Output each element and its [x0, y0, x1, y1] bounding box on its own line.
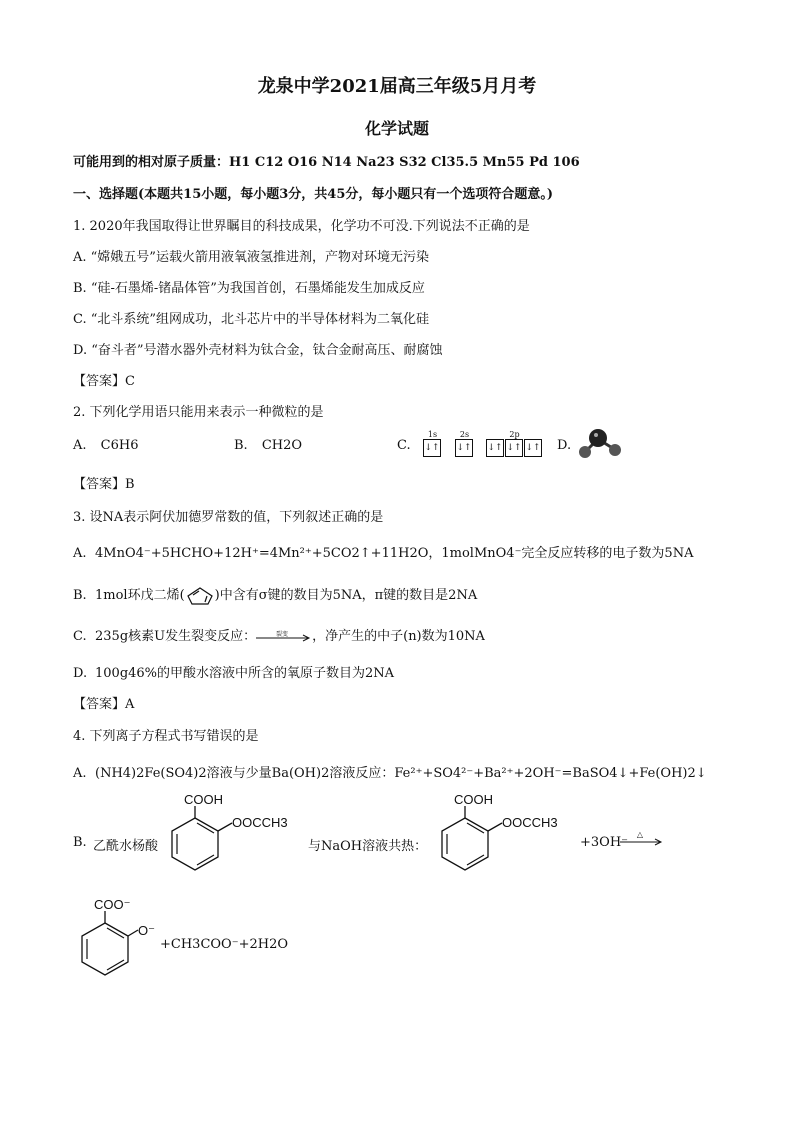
q4-b-mid: 与NaOH溶液共热： — [308, 839, 428, 854]
answer-tag: 【答案】 — [73, 477, 126, 492]
q1-option-c: C. “北斗系统”组网成功，北斗芯片中的半导体材料为二氧化硅 — [73, 312, 430, 327]
option-label: D. — [73, 666, 88, 681]
orbital-label: 2s — [459, 430, 470, 439]
q1-option-a: A. “嫦娥五号”运载火箭用液氧液氢推进剂，产物对环境无污染 — [73, 250, 429, 265]
option-label: B. — [234, 438, 248, 453]
heat-symbol: △ — [636, 830, 644, 839]
q3-c-mid: U发生裂变反应： — [154, 629, 257, 644]
option-label: A. — [73, 438, 87, 453]
orbital-2s — [455, 430, 474, 457]
q2-stem: 2. 下列化学用语只能用来表示一种微粒的是 — [73, 405, 324, 420]
option-label: A. — [73, 546, 87, 561]
answer-value: A — [125, 697, 135, 712]
q4-stem: 4. 下列离子方程式书写错误的是 — [73, 729, 259, 744]
page-title: 龙泉中学2021届高三年级5月月考 — [257, 76, 537, 97]
q3-c-post: ，净产生的中子( — [312, 629, 409, 644]
cooh-label: COOH — [184, 792, 223, 807]
section-heading: 一、选择题(本题共15小题，每小题3分，共45分，每小题只有一个选项符合题意。) — [73, 187, 554, 202]
orbital-1s — [423, 430, 442, 457]
answer-value: C — [125, 374, 135, 389]
q1-stem: 1. 2020年我国取得让世界瞩目的科技成果，化学功不可没.下列说法不正确的是 — [73, 219, 530, 234]
o-minus-label: O⁻ — [138, 923, 155, 938]
q3-stem: 3. 设NA表示阿伏加德罗常数的值，下列叙述正确的是 — [73, 510, 384, 525]
q2-option-b — [234, 438, 302, 453]
q3-option-c — [73, 625, 485, 644]
option-label: B. — [73, 588, 87, 603]
option-label: A. — [73, 766, 87, 781]
q1-option-b: B. “硅-石墨烯-锗晶体管”为我国首创，石墨烯能发生加成反应 — [73, 281, 425, 296]
q4-a-text: (NH4)2Fe(SO4)2溶液与少量Ba(OH)2溶液反应：Fe²⁺+SO4²⁻+Ba²⁺+2OH⁻=BaSO4↓+Fe(OH)2↓ — [95, 766, 707, 781]
q1-answer — [73, 370, 135, 389]
oocch3-label: OOCCH3 — [232, 815, 288, 830]
q3-b-post: )中含有σ键的数目为5NA，π键的数目是2NA — [214, 588, 478, 603]
aspirin-structure-icon — [430, 790, 580, 890]
q3-b-pre: 1mol环戊二烯( — [95, 588, 185, 603]
q3-a-text: 4MnO4⁻+5HCHO+12H⁺=4Mn²⁺+5CO2↑+11H2O，1molMnO4⁻完全反应转移的电子数为5NA — [95, 546, 694, 561]
ball-stick-model-icon — [576, 425, 624, 461]
orbital-2p — [486, 430, 543, 457]
oocch3-label: OOCCH3 — [502, 815, 558, 830]
q2-option-c-label: C. — [397, 438, 411, 453]
q3-d-text: 100g46%的甲酸水溶液中所含的氧原子数目为2NA — [95, 666, 395, 681]
q2-option-a — [73, 438, 139, 453]
q3-option-a — [73, 542, 693, 561]
orbital-label: 1s — [427, 430, 438, 439]
option-label: C. — [73, 629, 87, 644]
orbital-box: ↓↑ — [524, 439, 542, 457]
answer-tag: 【答案】 — [73, 374, 126, 389]
q3-option-d — [73, 662, 394, 681]
atomic-masses: 可能用到的相对原子质量：H1 C12 O16 N14 Na23 S32 Cl35.5 Mn55 Pd 106 — [73, 155, 580, 170]
q3-c-tail: n)数为10NA — [408, 629, 485, 644]
formula-c6h6: C6H6 — [100, 438, 139, 453]
cyclopentadiene-structure-icon — [185, 586, 215, 606]
orbital-box: ↓↑ — [505, 439, 523, 457]
orbital-box: ↓↑ — [455, 439, 473, 457]
answer-value: B — [125, 477, 135, 492]
orbital-label: 2p — [509, 430, 520, 439]
q3-answer — [73, 693, 134, 712]
q4-b-name: 乙酰水杨酸 — [93, 839, 159, 854]
q4-option-b-label: B. — [73, 835, 87, 850]
q4-b-products: +CH3COO⁻+2H2O — [160, 937, 289, 952]
q3-c-pre: 235g核素 — [95, 629, 155, 644]
fission-label: 裂变 — [276, 631, 289, 638]
q4-option-a — [73, 762, 707, 781]
formula-ch2o: CH2O — [261, 438, 303, 453]
coo-minus-label: COO⁻ — [94, 897, 131, 912]
q4-b-reagent: +3OH⁻ — [580, 835, 629, 850]
q3-option-b — [73, 584, 477, 606]
q2-answer — [73, 473, 135, 492]
cooh-label: COOH — [454, 792, 493, 807]
orbital-box: ↓↑ — [486, 439, 504, 457]
fission-arrow-icon — [256, 630, 312, 644]
aspirin-structure-icon — [160, 790, 310, 890]
page-subtitle: 化学试题 — [364, 119, 429, 138]
orbital-box: ↓↑ — [423, 439, 441, 457]
answer-tag: 【答案】 — [73, 697, 126, 712]
heat-arrow-icon — [620, 828, 664, 848]
q2-option-d-label: D. — [557, 438, 572, 453]
q1-option-d: D. “奋斗者”号潜水器外壳材料为钛合金，钛合金耐高压、耐腐蚀 — [73, 343, 443, 358]
